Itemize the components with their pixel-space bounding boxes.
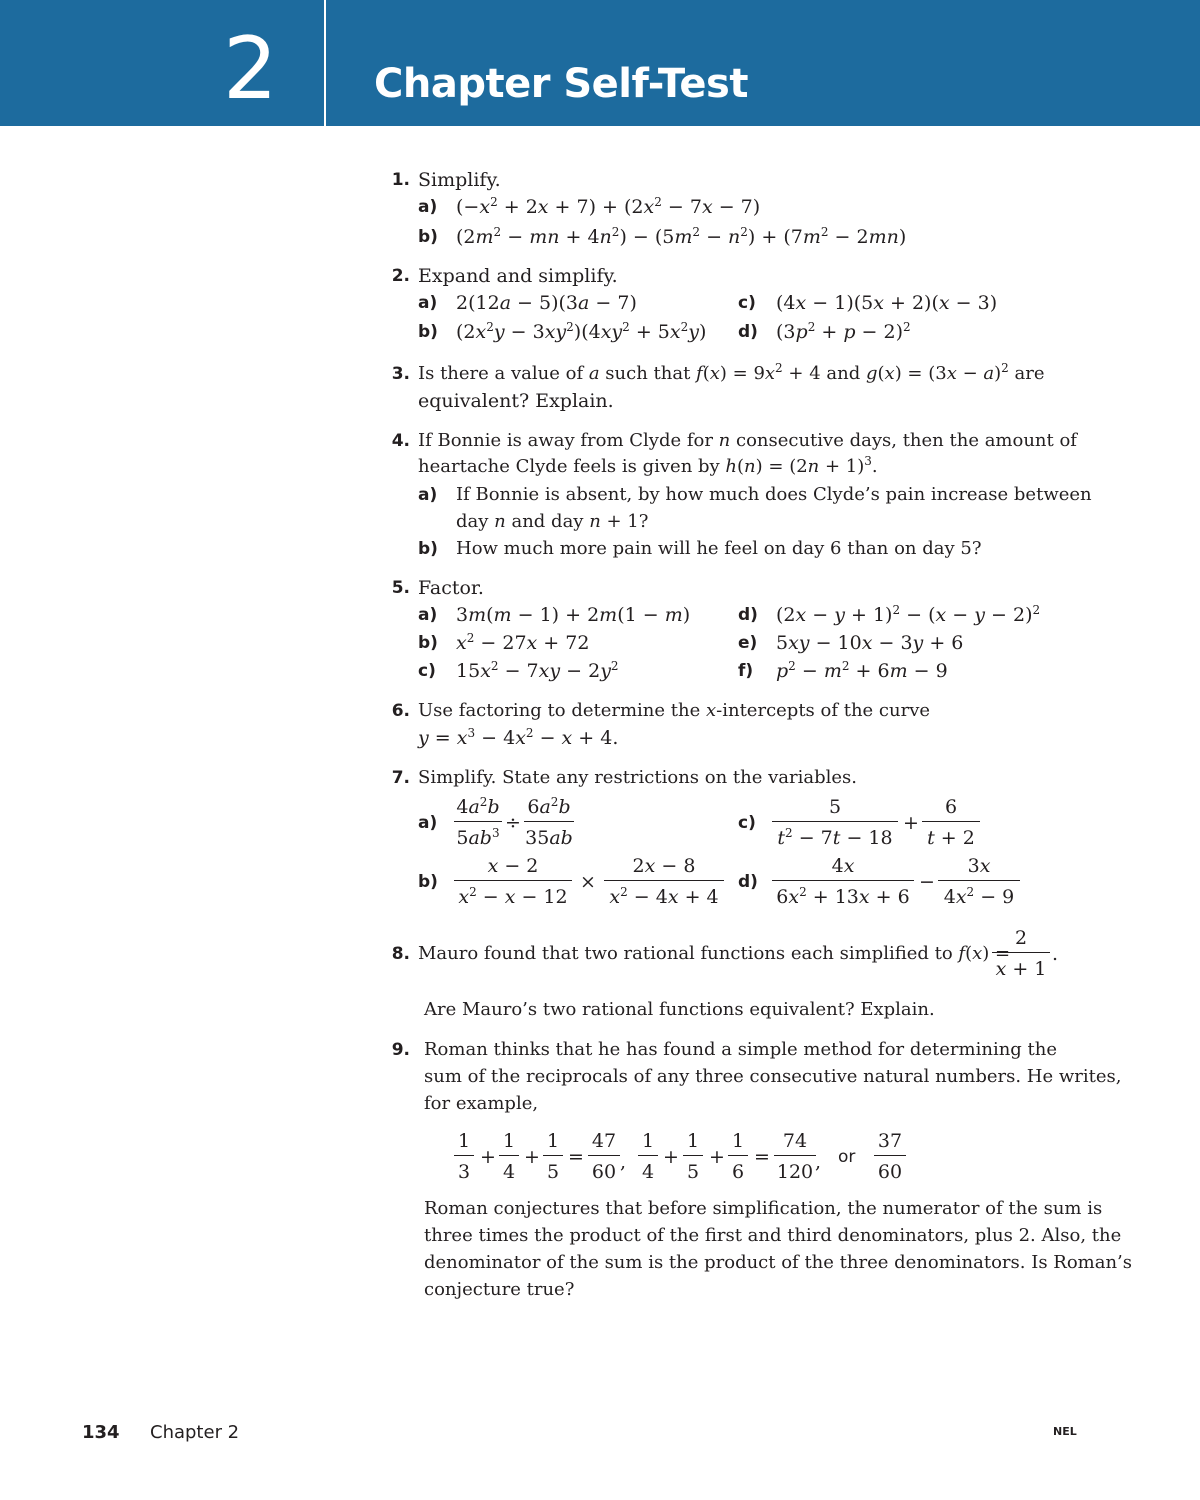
expression: 3m(m − 1) + 2m(1 − m) [456, 604, 691, 626]
part-label: c) [418, 661, 436, 681]
question-text: If Bonnie is away from Clyde for n consecutive days, then the amount of [418, 430, 1077, 451]
part-label: b) [418, 872, 438, 892]
part-label: a) [418, 485, 438, 505]
question-text: conjecture true? [424, 1279, 575, 1300]
question-number: 1. [391, 170, 410, 190]
chapter-number-box [0, 0, 324, 126]
expression: $(3p^2 + p - 2)^2$ [776, 320, 911, 343]
fraction: $\frac{4a^2b}{5ab^3}$ [454, 795, 502, 850]
part-label: a) [418, 293, 438, 313]
minus-sign: − [919, 871, 935, 893]
expression: $p^2 - m^2 + 6m - 9$ [776, 659, 948, 682]
expression: (4x − 1)(5x + 2)(x − 3) [776, 292, 998, 314]
expression: $(2x - y + 1)^2 - (x - y - 2)^2$ [776, 603, 1041, 626]
fraction: $\frac{4x}{6x^2 + 13x + 6}$ [772, 854, 914, 909]
part-label: b) [418, 227, 438, 247]
footer-chapter: Chapter 2 [150, 1422, 240, 1443]
question-number: 6. [391, 701, 410, 721]
fraction: $\frac{1}{5}$ [683, 1129, 703, 1184]
expression: 2(12a − 5)(3a − 7) [456, 292, 637, 314]
expression: $y = x^3 - 4x^2 - x + 4$. [418, 726, 619, 749]
expression: 5xy − 10x − 3y + 6 [776, 632, 964, 654]
fraction: $\frac{1}{4}$ [499, 1129, 519, 1184]
question-text: Use factoring to determine the x-intercepts of the curve [418, 700, 931, 721]
part-label: d) [738, 605, 758, 625]
page-title: Chapter Self-Test [374, 61, 748, 107]
question-text: three times the product of the first and third denominators, plus 2. Also, the [424, 1225, 1122, 1246]
part-label: a) [418, 605, 438, 625]
equals-sign: = [568, 1146, 584, 1168]
plus-sign: + [709, 1146, 725, 1168]
expression: ($2m^2$ − mn + $4n^2) - (5m^2 - n^2) + (7m^2 - 2mn)$ [456, 225, 907, 248]
question-text: for example, [424, 1093, 539, 1114]
fraction: $\frac{47}{60}$ [588, 1129, 620, 1184]
question-text: Are Mauro’s two rational functions equivalent? Explain. [424, 999, 935, 1020]
expression: $(-x^2 + 2x + 7) + (2x^2 - 7x - 7)$ [456, 195, 761, 218]
chapter-number: 2 [223, 19, 278, 119]
plus-sign: + [903, 812, 919, 834]
question-prompt: Factor. [418, 577, 484, 599]
part-label: d) [738, 322, 758, 342]
part-label: a) [418, 197, 438, 217]
question-text: Roman thinks that he has found a simple method for determining the [424, 1039, 1058, 1060]
question-text: heartache Clyde feels is given by $h(n) = (2n + 1)^3$. [418, 454, 878, 477]
plus-sign: + [480, 1146, 496, 1168]
part-label: a) [418, 813, 438, 833]
publisher-mark: NEL [1053, 1425, 1077, 1438]
part-label: c) [738, 813, 756, 833]
part-label: f) [738, 661, 754, 681]
question-text: sum of the reciprocals of any three consecutive natural numbers. He writes, [424, 1066, 1122, 1087]
fraction: $\frac{x - 2}{x^2 - x - 12}$ [454, 854, 572, 909]
fraction: $\frac{37}{60}$ [874, 1129, 906, 1184]
expression: $x^2 - 27x + 72$ [456, 631, 590, 654]
part-text: If Bonnie is absent, by how much does Clyde’s pain increase between [456, 484, 1092, 505]
fraction: $\frac{74}{120}$ [774, 1129, 816, 1184]
fraction: $\frac{1}{3}$ [454, 1129, 474, 1184]
part-text: day n and day n + 1? [456, 511, 649, 532]
fraction: $\frac{5}{t^2 - 7t - 18}$ [772, 795, 898, 850]
times-sign: × [580, 871, 596, 893]
question-prompt: Expand and simplify. [418, 265, 618, 287]
divide-sign: ÷ [505, 812, 521, 834]
expression: $(2x^2y - 3xy^2)(4xy^2 + 5x^2y)$ [456, 320, 707, 343]
question-text: Roman conjectures that before simplification, the numerator of the sum is [424, 1198, 1103, 1219]
period: . [1052, 943, 1059, 965]
expression: $15x^2 - 7xy - 2y^2$ [456, 659, 619, 682]
page-number: 134 [82, 1422, 120, 1443]
comma: , [620, 1151, 627, 1173]
fraction: $\frac{2}{x + 1}$ [992, 926, 1050, 981]
part-label: e) [738, 633, 758, 653]
part-label: b) [418, 322, 438, 342]
question-number: 8. [391, 944, 410, 964]
part-label: b) [418, 539, 438, 559]
question-text: denominator of the sum is the product of the three denominators. Is Roman’s [424, 1252, 1133, 1273]
question-number: 2. [391, 266, 410, 286]
fraction: $\frac{2x - 8}{x^2 - 4x + 4}$ [604, 854, 724, 909]
plus-sign: + [663, 1146, 679, 1168]
question-number: 7. [391, 768, 410, 788]
question-text: Mauro found that two rational functions each simplified to f(x) = [418, 943, 1011, 964]
part-label: d) [738, 872, 758, 892]
comma: , [815, 1151, 822, 1173]
question-prompt: Simplify. State any restrictions on the variables. [418, 767, 857, 788]
question-number: 9. [391, 1040, 410, 1060]
or-word: or [838, 1147, 856, 1167]
question-prompt: Simplify. [418, 169, 501, 191]
question-number: 5. [391, 578, 410, 598]
fraction: $\frac{1}{6}$ [728, 1129, 748, 1184]
equals-sign: = [754, 1146, 770, 1168]
fraction: $\frac{1}{4}$ [638, 1129, 658, 1184]
fraction: $\frac{6}{t + 2}$ [922, 795, 980, 850]
fraction: $\frac{6a^2b}{35ab}$ [525, 795, 573, 849]
question-text: Is there a value of a such that $f(x) = 9x^2 + 4$ and $g(x) = (3x - a)^2$ are [418, 361, 1045, 384]
fraction: $\frac{3x}{4x^2 - 9}$ [938, 854, 1020, 909]
question-text: equivalent? Explain. [418, 390, 614, 412]
header-divider [324, 0, 326, 126]
part-label: c) [738, 293, 756, 313]
chapter-header-band [0, 0, 1200, 126]
question-number: 3. [391, 364, 410, 384]
part-text: How much more pain will he feel on day 6 than on day 5? [456, 538, 982, 559]
question-number: 4. [391, 431, 410, 451]
fraction: $\frac{1}{5}$ [543, 1129, 563, 1184]
part-label: b) [418, 633, 438, 653]
plus-sign: + [524, 1146, 540, 1168]
